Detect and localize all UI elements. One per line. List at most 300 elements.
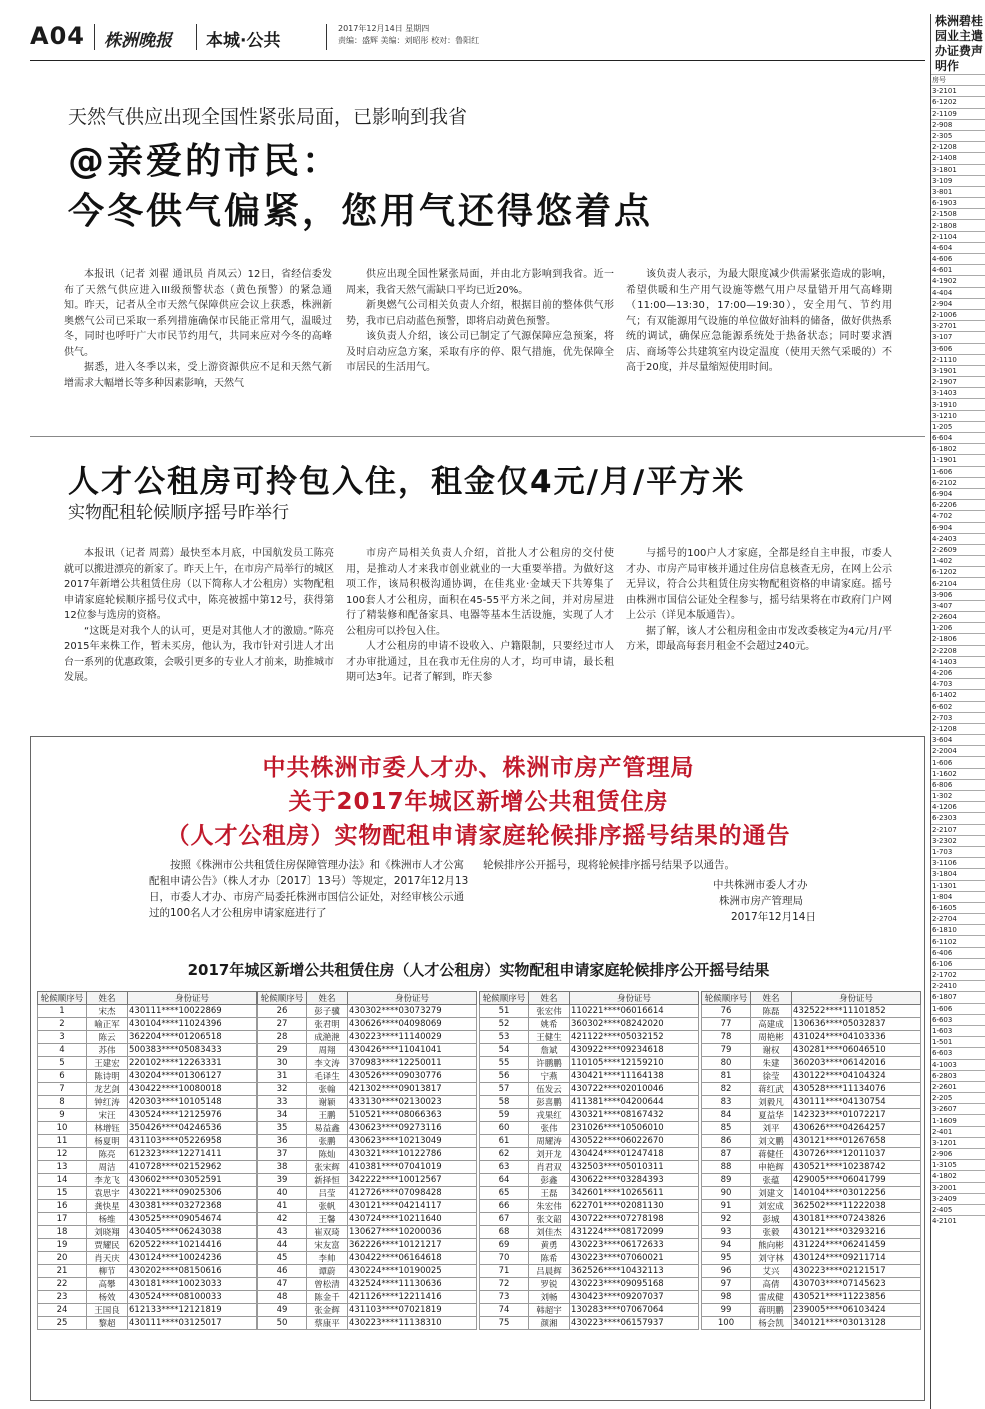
queue-number: 71 [480, 1265, 529, 1278]
applicant-name: 蒋明鹏 [751, 1304, 792, 1317]
queue-number: 1 [38, 1005, 87, 1018]
table-row [702, 1148, 921, 1161]
sidebar-room-number: 6-603 [931, 1014, 985, 1025]
queue-number: 60 [480, 1122, 529, 1135]
queue-number: 42 [258, 1213, 307, 1226]
sidebar-room-number: 3-2302 [931, 835, 985, 846]
sidebar-room-number: 6-2206 [931, 500, 985, 511]
table-row [702, 1070, 921, 1083]
sidebar-room-number: 3-1403 [931, 388, 985, 399]
sidebar-room-number: 6-2803 [931, 1070, 985, 1081]
table-row [38, 1187, 257, 1200]
queue-number: 44 [258, 1239, 307, 1252]
article2-paragraph: 市房产局相关负责人介绍，首批人才公租房的交付使用，是推动人才来我市创业就业的一大重要举措。为做好这项工作，该局积极沟通协调，在佳兆业·金域天下共筹集了100套人才公租房，面积在45-55平方米之间，并对房屋进行了精装修和配备家具、电器等基本生活设施，实现了人才公租房可以拎包入住。 [346, 548, 614, 637]
queue-number: 64 [480, 1174, 529, 1187]
sidebar-room-number: 3-1901 [931, 365, 985, 376]
sidebar-strip [930, 14, 985, 1409]
queue-number: 93 [702, 1226, 751, 1239]
section-divider [30, 436, 925, 437]
sidebar-room-number: 4-601 [931, 265, 985, 276]
queue-number: 76 [702, 1005, 751, 1018]
table-row [702, 1239, 921, 1252]
notice-body-left: 按照《株洲市公共租赁住房保障管理办法》和《株洲市人才公寓配租申请公告》（株人才办〔2017〕13号）等规定，2017年12月13日，市委人才办、市房产局委托株洲市国信公证处，对经审核公示通过的100名人才公租房申请家庭进行了 [149, 859, 469, 919]
queue-number: 30 [258, 1057, 307, 1070]
table-row [480, 1005, 699, 1018]
id-number: 360302****08242020 [570, 1018, 699, 1031]
table-row [702, 1278, 921, 1291]
queue-number: 84 [702, 1109, 751, 1122]
applicant-name: 肖天庆 [87, 1252, 128, 1265]
sidebar-room-number: 2-1806 [931, 634, 985, 645]
article2-paragraph: 本报讯（记者 周蔫）最快至本月底，中国航发员工陈亮就可以搬进漂亮的新家了。昨天上午，在市房产局举行的城区2017年新增公共租赁住房（以下简称人才公租房）实物配租申请家庭轮候顺序摇号仪式中，陈亮被摇中第12号，获得第12位参与选房的资格。 [64, 548, 334, 621]
table-row [480, 1031, 699, 1044]
applicant-name: 张毅 [751, 1226, 792, 1239]
queue-number: 69 [480, 1239, 529, 1252]
applicant-name: 王磊 [529, 1187, 570, 1200]
sidebar-room-number: 2-1408 [931, 153, 985, 164]
queue-number: 66 [480, 1200, 529, 1213]
applicant-name: 伍发云 [529, 1083, 570, 1096]
table-row [258, 1239, 477, 1252]
queue-number: 17 [38, 1213, 87, 1226]
article2-title: 人才公租房可拎包入住，租金仅4元/月/平方米 [68, 464, 746, 500]
sidebar-room-number: 1-606 [931, 1003, 985, 1014]
applicant-name: 彭城 [751, 1213, 792, 1226]
id-number: 430524****08100033 [128, 1291, 257, 1304]
table-row [258, 1265, 477, 1278]
queue-number: 13 [38, 1161, 87, 1174]
applicant-name: 徐莹 [751, 1070, 792, 1083]
applicant-name: 刘毅凡 [751, 1096, 792, 1109]
sidebar-room-number: 1-603 [931, 1025, 985, 1036]
id-number: 430623****09273116 [348, 1122, 477, 1135]
applicant-name: 刘宏成 [751, 1200, 792, 1213]
article2-paragraph: 与摇号的100户人才家庭，全都是经自主申报，市委人才办、市房产局审核并通过住房信息核查无房，在网上公示无异议，符合公共租赁住房实物配租资格的申请家庭。摇号由株洲市国信公证处全程参与，摇号结果将在市政府门户网上公示（详见本版通告）。 [626, 548, 892, 621]
table-row [480, 1135, 699, 1148]
id-number: 430124****09211714 [792, 1252, 921, 1265]
applicant-name: 肖君双 [529, 1161, 570, 1174]
applicant-name: 吕晨辉 [529, 1265, 570, 1278]
applicant-name: 吕莹 [307, 1187, 348, 1200]
applicant-name: 刘佳杰 [529, 1226, 570, 1239]
article1-paragraph: 该负责人表示，为最大限度减少供需紧张造成的影响，希望供暖和生产用气设施等燃气用户尽量错开用气高峰期（11:00—13:30，17:00—19:30），安全用气、节约用气；有双能源用气设施的单位做好油料的储备，做好供热系统的调试，确保应急能源系统处于热备状态；同时要求酒店、商场等公共建筑室内设定温度（使用天然气采暖的）不高于20度，并尽量缩短使用时间。 [626, 269, 892, 373]
sidebar-room-number: 2-1110 [931, 354, 985, 365]
table-row [702, 1265, 921, 1278]
queue-number: 27 [258, 1018, 307, 1031]
id-number: 430626****04264257 [792, 1122, 921, 1135]
applicant-name: 李帅 [307, 1252, 348, 1265]
applicant-name: 钟红涛 [87, 1096, 128, 1109]
id-number: 430321****10122786 [348, 1148, 477, 1161]
table-row [702, 1135, 921, 1148]
id-number: 430922****09234618 [570, 1044, 699, 1057]
applicant-name: 许鹏鹏 [529, 1057, 570, 1070]
table-row [258, 1317, 477, 1330]
applicant-name: 申艳辉 [751, 1161, 792, 1174]
applicant-name: 龚快星 [87, 1200, 128, 1213]
id-number: 431103****07021819 [348, 1304, 477, 1317]
sidebar-room-number: 2-703 [931, 712, 985, 723]
id-number: 430223****06157937 [570, 1317, 699, 1330]
sidebar-room-number: 3-1804 [931, 869, 985, 880]
queue-number: 85 [702, 1122, 751, 1135]
queue-number: 2 [38, 1018, 87, 1031]
applicant-name: 彭喜鹏 [529, 1096, 570, 1109]
sidebar-room-number: 2-2609 [931, 544, 985, 555]
applicant-name: 贾耀民 [87, 1239, 128, 1252]
id-number: 362204****01206518 [128, 1031, 257, 1044]
sidebar-room-number: 3-2701 [931, 321, 985, 332]
sidebar-room-number: 6-1102 [931, 936, 985, 947]
id-number: 622701****02081130 [570, 1200, 699, 1213]
queue-number: 43 [258, 1226, 307, 1239]
table-row [480, 1148, 699, 1161]
table-row [480, 1291, 699, 1304]
table-row [702, 1187, 921, 1200]
sidebar-room-number: 2-1109 [931, 108, 985, 119]
sidebar-room-number: 2-405 [931, 1204, 985, 1215]
table-row [38, 1096, 257, 1109]
applicant-name: 彭子骥 [307, 1005, 348, 1018]
applicant-name: 成滟滟 [307, 1031, 348, 1044]
sidebar-room-number: 2-2604 [931, 612, 985, 623]
id-number: 430224****10190025 [348, 1265, 477, 1278]
sidebar-room-number: 3-906 [931, 589, 985, 600]
id-number: 430521****11223856 [792, 1291, 921, 1304]
queue-number: 46 [258, 1265, 307, 1278]
applicant-name: 李龙飞 [87, 1174, 128, 1187]
sidebar-room-number: 6-1903 [931, 198, 985, 209]
sidebar-room-number: 4-1902 [931, 276, 985, 287]
sidebar-room-number: 2-2004 [931, 746, 985, 757]
sidebar-room-number: 2-305 [931, 130, 985, 141]
queue-number: 96 [702, 1265, 751, 1278]
table-row [38, 1226, 257, 1239]
queue-number: 61 [480, 1135, 529, 1148]
sidebar-room-number: 4-1802 [931, 1171, 985, 1182]
table-row [258, 1070, 477, 1083]
article1-kicker: 天然气供应出现全国性紧张局面，已影响到我省 [68, 106, 468, 128]
table-row [258, 1174, 477, 1187]
id-number: 620522****10214416 [128, 1239, 257, 1252]
queue-number: 79 [702, 1044, 751, 1057]
queue-number: 8 [38, 1096, 87, 1109]
applicant-name: 张蕴 [751, 1174, 792, 1187]
id-number: 430111****03125017 [128, 1317, 257, 1330]
table-header-cell: 姓名 [87, 992, 128, 1005]
table-row [480, 1265, 699, 1278]
id-number: 612323****12271411 [128, 1148, 257, 1161]
queue-number: 40 [258, 1187, 307, 1200]
applicant-name: 韩超宇 [529, 1304, 570, 1317]
sidebar-room-number: 6-406 [931, 947, 985, 958]
article1-column-2 [346, 267, 614, 376]
applicant-name: 高倩 [751, 1278, 792, 1291]
id-number: 430424****01247418 [570, 1148, 699, 1161]
table-row [258, 1096, 477, 1109]
sidebar-room-number: 3-801 [931, 186, 985, 197]
id-number: 362526****10432113 [570, 1265, 699, 1278]
table-row [480, 1070, 699, 1083]
sidebar-room-number: 1-606 [931, 466, 985, 477]
id-number: 430111****10022869 [128, 1005, 257, 1018]
table-row [258, 1109, 477, 1122]
table-row [702, 1226, 921, 1239]
sidebar-heading: 株洲碧桂园业主遣办证费声明作 [935, 14, 984, 73]
applicant-name: 王国良 [87, 1304, 128, 1317]
sidebar-room-number: 6-1202 [931, 97, 985, 108]
applicant-name: 宁燕 [529, 1070, 570, 1083]
queue-number: 14 [38, 1174, 87, 1187]
queue-number: 86 [702, 1135, 751, 1148]
sidebar-room-number: 4-2101 [931, 1216, 985, 1227]
applicant-name: 陈金千 [307, 1291, 348, 1304]
table-row [258, 1226, 477, 1239]
queue-number: 53 [480, 1031, 529, 1044]
queue-number: 68 [480, 1226, 529, 1239]
applicant-name: 王健生 [529, 1031, 570, 1044]
id-number: 430121****04214117 [348, 1200, 477, 1213]
applicant-name: 张文韶 [529, 1213, 570, 1226]
newspaper-logo: 株洲晚报 [104, 31, 172, 51]
applicant-name: 李文涛 [307, 1057, 348, 1070]
queue-number: 29 [258, 1044, 307, 1057]
table-row [480, 1083, 699, 1096]
article2-column-2 [346, 546, 614, 686]
queue-number: 62 [480, 1148, 529, 1161]
notice-date: 2017年12月14日 [731, 911, 816, 923]
sidebar-room-number: 1-402 [931, 556, 985, 567]
id-number: 432524****11130636 [348, 1278, 477, 1291]
id-number: 420303****10105148 [128, 1096, 257, 1109]
sidebar-room-number: 1-606 [931, 757, 985, 768]
sidebar-room-number: 1-302 [931, 791, 985, 802]
table-header-cell: 身份证号 [128, 992, 257, 1005]
notice-signer-1: 中共株洲市委人才办 [713, 879, 808, 891]
queue-number: 21 [38, 1265, 87, 1278]
id-number: 429005****06041799 [792, 1174, 921, 1187]
table-row [480, 1226, 699, 1239]
table-row [38, 1018, 257, 1031]
queue-number: 12 [38, 1148, 87, 1161]
id-number: 430181****07243826 [792, 1213, 921, 1226]
sidebar-room-number: 4-606 [931, 254, 985, 265]
applicant-name: 张宏伟 [529, 1005, 570, 1018]
queue-number: 88 [702, 1161, 751, 1174]
table-header-cell: 姓名 [751, 992, 792, 1005]
sidebar-room-list [931, 74, 985, 1226]
table-row [702, 1005, 921, 1018]
applicant-name: 蒋红武 [751, 1083, 792, 1096]
id-number: 430223****09095168 [570, 1278, 699, 1291]
queue-number: 23 [38, 1291, 87, 1304]
queue-number: 87 [702, 1148, 751, 1161]
notice-title-line3: （人才公租房）实物配租申请家庭轮候排序摇号结果的通告 [166, 823, 791, 849]
sidebar-room-number: 1-3105 [931, 1160, 985, 1171]
id-number: 430405****06243038 [128, 1226, 257, 1239]
article2-column-1 [64, 546, 334, 686]
article1-paragraph: 供应出现全国性紧张局面，并由北方影响到我省。近一周来，我省天然气需缺口平均已近20%。 [346, 269, 614, 296]
results-table-block [257, 991, 477, 1330]
id-number: 430302****03073279 [348, 1005, 477, 1018]
article1-title-line2: 今冬供气偏紧，您用气还得悠着点 [68, 191, 654, 232]
id-number: 430121****03293216 [792, 1226, 921, 1239]
id-number: 430524****12125976 [128, 1109, 257, 1122]
id-number: 430223****11140029 [348, 1031, 477, 1044]
table-row [38, 1057, 257, 1070]
id-number: 140104****03012256 [792, 1187, 921, 1200]
divider [94, 24, 95, 50]
table-header-cell: 身份证号 [792, 992, 921, 1005]
id-number: 130283****07067064 [570, 1304, 699, 1317]
article1-paragraph: 本报讯（记者 刘翟 通讯员 肖凤云）12日，省经信委发布了天然气供应进入III级预警状态（黄色预警）的紧急通知。昨天，记者从全市天然气保障供应会议上获悉，株洲新奥燃气公司已采取一系列措施确保市民能正常用气，温暖过冬，同时也呼吁广大市民节约用气，共同来应对今冬的高峰供气。 [64, 269, 332, 358]
sidebar-room-number: 4-702 [931, 511, 985, 522]
applicant-name: 陈亮 [87, 1148, 128, 1161]
sidebar-room-number: 3-1801 [931, 164, 985, 175]
sidebar-room-number: 2-1808 [931, 220, 985, 231]
article1-column-3 [626, 267, 892, 376]
applicant-name: 艾兴 [751, 1265, 792, 1278]
queue-number: 28 [258, 1031, 307, 1044]
table-row [480, 1187, 699, 1200]
sidebar-room-number: 1-1301 [931, 880, 985, 891]
applicant-name: 戎果红 [529, 1109, 570, 1122]
applicant-name: 刘平 [751, 1122, 792, 1135]
applicant-name: 张鹏 [307, 1135, 348, 1148]
applicant-name: 彭鑫 [529, 1174, 570, 1187]
applicant-name: 宋友富 [307, 1239, 348, 1252]
sidebar-room-number: 3-606 [931, 343, 985, 354]
table-row [480, 1239, 699, 1252]
id-number: 430221****09025306 [128, 1187, 257, 1200]
sidebar-room-number: 6-106 [931, 958, 985, 969]
applicant-name: 谢权 [751, 1044, 792, 1057]
article2-paragraph: 据了解，该人才公租房租金由市发改委核定为4元/月/平方米，即最高每套月租金不会超过240元。 [626, 625, 892, 652]
queue-number: 45 [258, 1252, 307, 1265]
issue-date: 2017年12月14日 星期四 [338, 24, 430, 33]
table-row [38, 1109, 257, 1122]
queue-number: 91 [702, 1200, 751, 1213]
article2-column-3 [626, 546, 892, 655]
id-number: 110221****06016614 [570, 1005, 699, 1018]
applicant-name: 张君明 [307, 1018, 348, 1031]
issue-meta [338, 23, 479, 47]
id-number: 430181****10023033 [128, 1278, 257, 1291]
sidebar-room-number: 2-906 [931, 1149, 985, 1160]
article1-paragraph: 新奥燃气公司相关负责人介绍，根据目前的整体供气形势，我市已启动蓝色预警，即将启动黄色预警。 [346, 300, 614, 327]
id-number: 430281****06046510 [792, 1044, 921, 1057]
applicant-name: 蒋健任 [751, 1148, 792, 1161]
sidebar-room-number: 1-206 [931, 623, 985, 634]
queue-number: 58 [480, 1096, 529, 1109]
id-number: 510521****08066363 [348, 1109, 477, 1122]
id-number: 430528****11134076 [792, 1083, 921, 1096]
issue-editors: 责编：盛辉 美编：刘昭彤 校对：鲁阳红 [338, 36, 480, 45]
table-row [480, 1096, 699, 1109]
table-row [258, 1213, 477, 1226]
queue-number: 32 [258, 1083, 307, 1096]
applicant-name: 刘开龙 [529, 1148, 570, 1161]
id-number: 430422****10080018 [128, 1083, 257, 1096]
applicant-name: 陈灿 [307, 1148, 348, 1161]
applicant-name: 宋汪 [87, 1109, 128, 1122]
sidebar-room-number: 6-604 [931, 433, 985, 444]
page-header [30, 20, 925, 61]
sidebar-room-number: 6-1807 [931, 992, 985, 1003]
table-header-cell: 身份证号 [348, 992, 477, 1005]
queue-number: 90 [702, 1187, 751, 1200]
sidebar-room-number: 2-1907 [931, 377, 985, 388]
table-row [258, 1031, 477, 1044]
results-table-title: 2017年城区新增公共租赁住房（人才公租房）实物配租申请家庭轮候排序公开摇号结果 [187, 961, 770, 979]
queue-number: 38 [258, 1161, 307, 1174]
divider [196, 24, 197, 50]
applicant-name: 姚希 [529, 1018, 570, 1031]
applicant-name: 王建宏 [87, 1057, 128, 1070]
sidebar-room-number: 6-904 [931, 488, 985, 499]
table-row [38, 1083, 257, 1096]
queue-number: 75 [480, 1317, 529, 1330]
applicant-name: 周艳彬 [751, 1031, 792, 1044]
sidebar-room-number: 2-2107 [931, 824, 985, 835]
sidebar-room-number: 1-501 [931, 1037, 985, 1048]
sidebar-room-number: 2-904 [931, 298, 985, 309]
applicant-name: 张伟 [529, 1122, 570, 1135]
sidebar-room-number: 2-1006 [931, 309, 985, 320]
sidebar-room-number: 4-1206 [931, 802, 985, 813]
queue-number: 67 [480, 1213, 529, 1226]
sidebar-room-number: 2-2601 [931, 1081, 985, 1092]
sidebar-column-label: 房号 [931, 75, 985, 86]
sidebar-room-number: 6-2102 [931, 477, 985, 488]
sidebar-room-number: 6-603 [931, 1048, 985, 1059]
queue-number: 37 [258, 1148, 307, 1161]
sidebar-room-number: 2-908 [931, 119, 985, 130]
article2-paragraph: “这既是对我个人的认可，更是对其他人才的激励。”陈亮2015年来株工作，暂未买房，他认为，我市针对引进人才出台一系列的优惠政策，会吸引更多的专业人才前来，助推城市发展。 [64, 625, 334, 683]
id-number: 430104****11024396 [128, 1018, 257, 1031]
table-row [702, 1044, 921, 1057]
sidebar-room-number: 3-2409 [931, 1193, 985, 1204]
results-table-block [37, 991, 257, 1330]
table-row [38, 1148, 257, 1161]
sidebar-room-number: 4-2403 [931, 533, 985, 544]
sidebar-room-number: 2-2704 [931, 914, 985, 925]
table-row [258, 1304, 477, 1317]
applicant-name: 崔双琦 [307, 1226, 348, 1239]
table-row [702, 1083, 921, 1096]
sidebar-room-number: 2-1208 [931, 142, 985, 153]
queue-number: 97 [702, 1278, 751, 1291]
sidebar-room-number: 6-2303 [931, 813, 985, 824]
sidebar-room-number: 2-2208 [931, 645, 985, 656]
table-row [38, 1304, 257, 1317]
id-number: 431224****06241459 [792, 1239, 921, 1252]
table-row [38, 1122, 257, 1135]
table-row [38, 1161, 257, 1174]
table-row [258, 1005, 477, 1018]
queue-number: 83 [702, 1096, 751, 1109]
id-number: 130627****10200036 [348, 1226, 477, 1239]
table-row [258, 1057, 477, 1070]
applicant-name: 杨效 [87, 1291, 128, 1304]
table-row [38, 1174, 257, 1187]
applicant-name: 周洁 [87, 1161, 128, 1174]
queue-number: 78 [702, 1031, 751, 1044]
id-number: 430122****04104324 [792, 1070, 921, 1083]
id-number: 432522****11101852 [792, 1005, 921, 1018]
table-row [702, 1252, 921, 1265]
id-number: 362226****10121217 [348, 1239, 477, 1252]
